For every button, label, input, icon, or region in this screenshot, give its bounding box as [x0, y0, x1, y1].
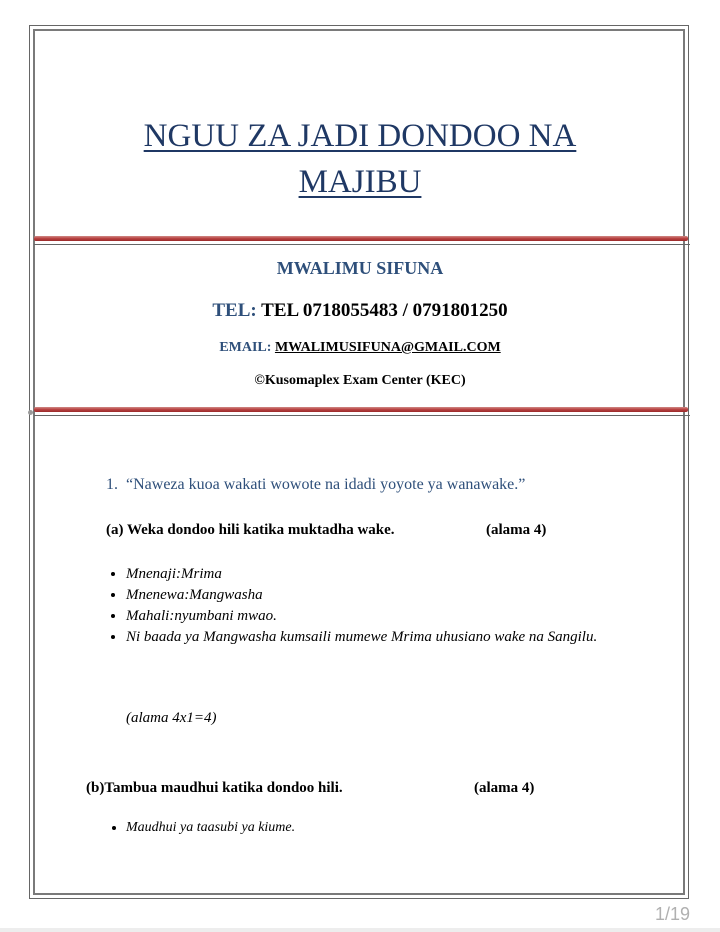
part-a-answers [106, 564, 626, 648]
document-title [40, 113, 680, 205]
telephone-value: TEL 0718055483 / 0791801250 [261, 300, 508, 321]
margin-dot [28, 410, 33, 415]
list-item: • Mnenewa:Mangwasha [126, 585, 626, 606]
part-a-heading [106, 522, 547, 539]
list-item: • Mnenaji:Mrima [126, 564, 626, 585]
header-divider-bottom [34, 407, 688, 412]
part-b-answers [106, 820, 295, 836]
question-1 [106, 476, 525, 494]
header-divider-bottom-line [34, 415, 690, 416]
list-item: • Ni baada ya Mangwasha kumsaili mumewe Mrima uhusiano wake na Sangilu. [126, 627, 626, 648]
question-number: 1. [106, 476, 118, 493]
part-a-marks-note: (alama 4x1=4) [126, 710, 217, 726]
header-divider-top-line [34, 244, 690, 245]
email-label: EMAIL: [219, 340, 272, 355]
title-line-1: NGUU ZA JADI DONDOO NA [143, 118, 577, 154]
part-b-marks: (alama 4) [474, 780, 535, 796]
list-item: • Maudhui ya taasubi ya kiume. [126, 820, 295, 836]
page-counter: 1/19 [654, 904, 690, 924]
telephone [40, 300, 680, 322]
title-line-2: MAJIBU [298, 164, 422, 200]
part-a-label: (a) Weka dondoo hili katika muktadha wake. [106, 522, 395, 538]
email-link[interactable]: MWALIMUSIFUNA@GMAIL.COM [274, 340, 501, 355]
telephone-label: TEL: [212, 300, 257, 321]
viewer-bottom-bar [0, 928, 720, 932]
header-divider-top [34, 236, 688, 241]
part-a-marks: (alama 4) [486, 522, 547, 538]
copyright: ©Kusomaplex Exam Center (KEC) [254, 373, 466, 388]
author-name: MWALIMU SIFUNA [276, 258, 444, 278]
email [40, 340, 680, 356]
question-quote: “Naweza kuoa wakati wowote na idadi yoyote ya wanawake.” [126, 476, 526, 493]
part-b-heading [86, 780, 535, 797]
part-b-label: (b)Tambua maudhui katika dondoo hili. [86, 780, 343, 796]
list-item: • Mahali:nyumbani mwao. [126, 606, 626, 627]
